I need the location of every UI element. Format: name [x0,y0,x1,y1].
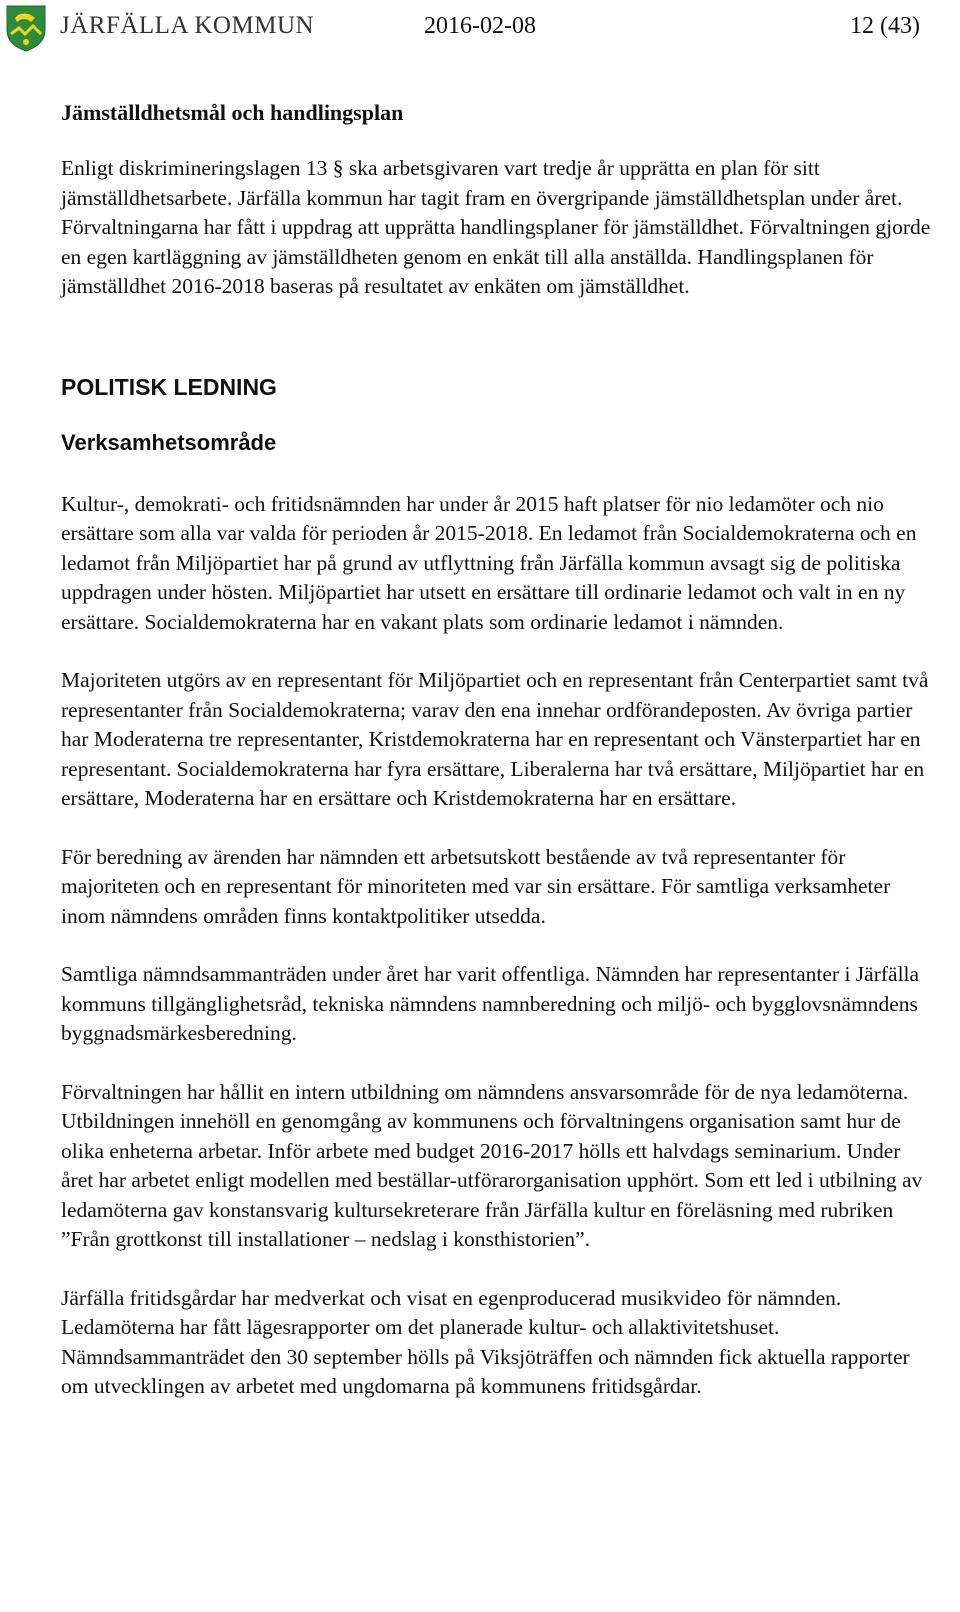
document-body [61,98,936,1402]
paragraph: Kultur-, demokrati- och fritidsnämnden har under år 2015 haft platser för nio ledamöter och nio ersättare som alla var valda för perioden år 2015-2018. En ledamot från Socialdemokraterna och en ledamot från Miljöpartiet har på grund av utflyttning från Järfälla kommun avsagt sig de politiska uppdragen under hösten. Miljöpartiet har utsett en ersättare till ordinarie ledamot och valt in en ny ersättare. Socialdemokraterna har en vakant plats som ordinarie ledamot i nämnden. [61,491,917,634]
section-subheading: Verksamhetsområde [61,429,277,455]
section-gender-equality [61,98,936,302]
paragraph: Samtliga nämndsammanträden under året har varit offentliga. Nämnden har representanter i Järfälla kommuns tillgänglighetsråd, tekniska nämndens namnberedning och miljö- och bygglovsnämndens byggnadsmärkesberedning. [61,962,920,1045]
section-political-leadership [61,372,936,1402]
document-date: 2016-02-08 [424,13,536,39]
page-header [0,0,960,60]
municipality-name: JÄRFÄLLA KOMMUN [60,12,315,39]
paragraph: Enligt diskrimineringslagen 13 § ska arbetsgivaren vart tredje år upprätta en plan för sitt jämställdhetsarbete. Järfälla kommun har tagit fram en övergripande jämställdhetsplan under året. Förvaltningarna har fått i uppdrag att upprätta handlingsplaner för jämställdhet. Förvaltningen gjorde en egen kartläggning av jämställdheten genom en enkät till alla anställda. Handlingsplanen för jämställdhet 2016-2018 baseras på resultatet av enkäten om jämställdhet. [61,156,931,298]
paragraph: Förvaltningen har hållit en intern utbildning om nämndens ansvarsområde för de nya ledamöterna. Utbildningen innehöll en genomgång av kommunens och förvaltningens organisation samt hur de olika enheterna arbetar. Inför arbete med budget 2016-2017 hölls ett halvdags seminarium. Under året har arbetet enligt modellen med beställar-utförarorganisation upphört. Som ett led i utbilning av ledamöterna gav konstansvarig kultursekreterare från Järfälla kultur en föreläsning med rubriken ”Från grottkonst till installationer – nedslag i konsthistorien”. [61,1079,923,1251]
paragraph: Majoriteten utgörs av en representant för Miljöpartiet och en representant från Centerpartiet samt två representanter från Socialdemokraterna; varav den ena innehar ordförandeposten. Av övriga partier har Moderaterna tre representanter, Kristdemokraterna har en representant och Vänsterpartiet har en representant. Socialdemokraterna har fyra ersättare, Liberalerna har två ersättare, Miljöpartiet har en ersättare, Moderaterna har en ersättare och Kristdemokraterna har en ersättare. [61,668,929,810]
municipal-coat-of-arms-icon [5,4,47,52]
paragraph: Järfälla fritidsgårdar har medverkat och visat en egenproducerad musikvideo för nämnden. Ledamöterna har fått lägesrapporter om det planerade kultur- och allaktivitetshuset. Nämndsammanträdet den 30 september hölls på Viksjöträffen och nämnden fick aktuella rapporter om utvecklingen av arbetet med ungdomarna på kommunens fritidsgårdar. [61,1285,910,1398]
page-number: 12 (43) [850,13,920,39]
section-heading: POLITISK LEDNING [61,373,277,400]
paragraph: För beredning av ärenden har nämnden ett arbetsutskott bestående av två representanter för majoriteten och en representant för minoriteten med var sin ersättare. För samtliga verksamheter inom nämndens områden finns kontaktpolitiker utsedda. [61,844,891,928]
section-heading: Jämställdhetsmål och handlingsplan [61,100,404,125]
